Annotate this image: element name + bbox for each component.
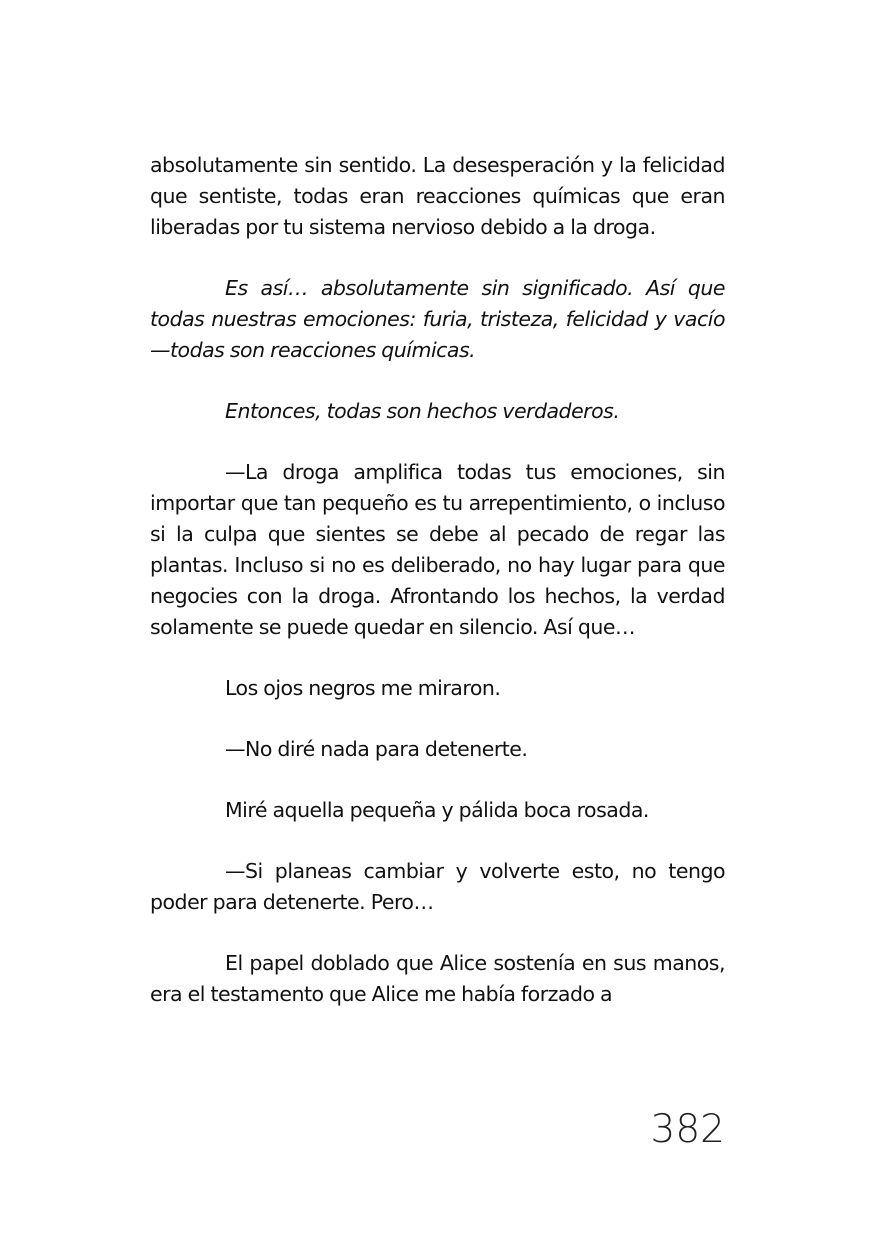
paragraph-3: Entonces, todas son hechos verdaderos. bbox=[225, 399, 620, 423]
paragraph-9: El papel doblado que Alice sostenía en sus manos, era el testamento que Alice me había forzado a bbox=[150, 951, 725, 1006]
page-body bbox=[150, 150, 725, 1040]
paragraph-1: absolutamente sin sentido. La desesperación y la felicidad que sentiste, todas eran reacciones químicas que eran liberadas por tu sistema nervioso debido a la droga. bbox=[150, 153, 725, 239]
paragraph-4: —La droga amplifica todas tus emociones, sin importar que tan pequeño es tu arrepentimiento, o incluso si la culpa que sientes se debe al pecado de regar las plantas. Incluso si no es deliberado, no hay lugar para que negocies con la droga. Afrontando los hechos, la verdad solamente se puede quedar en silencio. Así que… bbox=[150, 460, 725, 639]
paragraph-2: Es así… absolutamente sin significado. Así que todas nuestras emociones: furia, tristeza, felicidad y vacío—todas son reacciones químicas. bbox=[150, 276, 725, 362]
paragraph-6: —No diré nada para detenerte. bbox=[225, 737, 528, 761]
paragraph-5: Los ojos negros me miraron. bbox=[225, 676, 501, 700]
page-number: 382 bbox=[650, 1107, 725, 1152]
paragraph-8: —Si planeas cambiar y volverte esto, no tengo poder para detenerte. Pero… bbox=[150, 859, 725, 914]
paragraph-7: Miré aquella pequeña y pálida boca rosada. bbox=[225, 798, 649, 822]
